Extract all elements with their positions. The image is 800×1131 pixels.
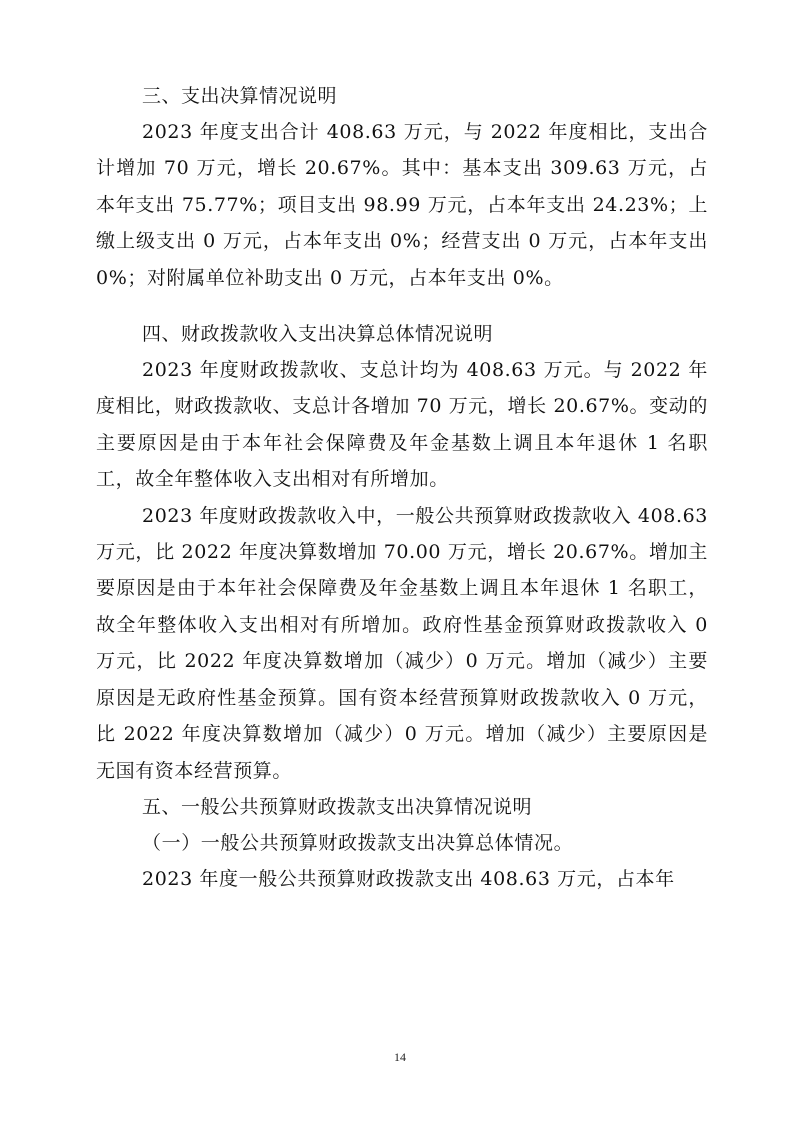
section-heading-fiscal-allocation: 四、财政拨款收入支出决算总体情况说明 xyxy=(142,323,494,346)
section-heading-general-budget: 五、一般公共预算财政拨款支出决算情况说明 xyxy=(142,795,533,818)
paragraph-expenditure-summary: 2023 年度支出合计 408.63 万元，与 2022 年度相比，支出合计增加 70 万元，增长 20.67%。其中：基本支出 309.63 万元，占本年支出 75.77%；项目支出 98.99 万元，占本年支出 24.23%；上缴上级支出 0 万元，占本年支出 0%；经营支出 0 万元，占本年支出 0%；对附属单位补助支出 0 万元，占本年支出 0%。 xyxy=(96,121,708,289)
paragraph-fiscal-allocation-total: 2023 年度财政拨款收、支总计均为 408.63 万元。与 2022 年度相比，财政拨款收、支总计各增加 70 万元，增长 20.67%。变动的主要原因是由于本年社会保障费及年金基数上调且本年退休 1 名职工，故全年整体收入支出相对有所增加。 xyxy=(96,359,708,491)
paragraph-general-budget-subtitle: （一）一般公共预算财政拨款支出决算总体情况。 xyxy=(142,831,574,854)
page-number: 14 xyxy=(394,1050,406,1064)
section-heading-expenditure: 三、支出决算情况说明 xyxy=(142,85,338,107)
paragraph-fiscal-allocation-income: 2023 年度财政拨款收入中，一般公共预算财政拨款收入 408.63 万元，比 2022 年度决算数增加 70.00 万元，增长 20.67%。增加主要原因是由于本年社会保障费及年金基数上调且本年退休 1 名职工，故全年整体收入支出相对有所增加。政府性基金预算财政拨款收入 0 万元，比 2022 年度决算数增加（减少）0 万元。增加（减少）主要原因是无政府性基金预算。国有资本经营预算财政拨款收入 0 万元，比 2022 年度决算数增加（减少）0 万元。增加（减少）主要原因是无国有资本经营预算。 xyxy=(96,504,708,782)
section-gap xyxy=(96,296,708,316)
document-body xyxy=(96,78,708,898)
paragraph-general-budget-expenditure: 2023 年度一般公共预算财政拨款支出 408.63 万元，占本年 xyxy=(142,868,675,891)
